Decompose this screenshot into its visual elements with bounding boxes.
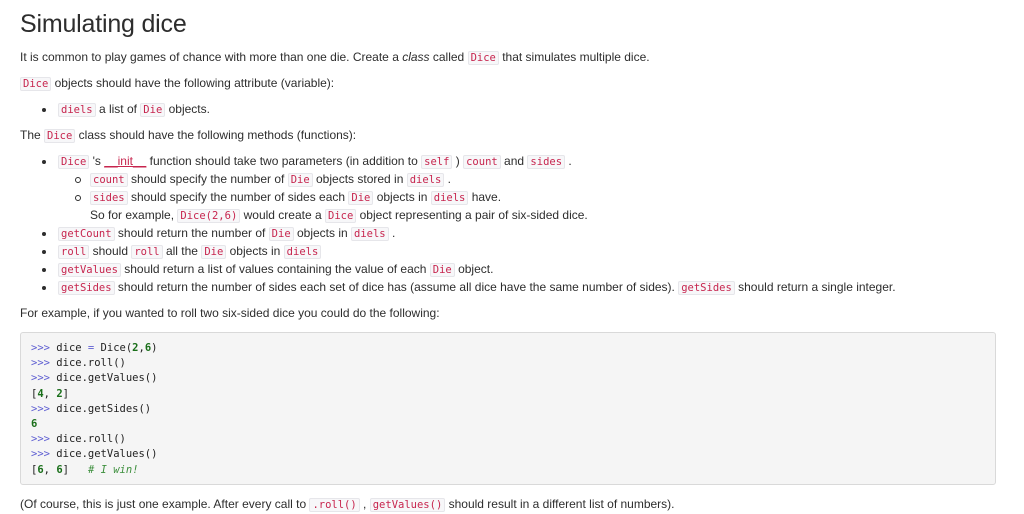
list-text: function should take two parameters (in addition to (146, 154, 422, 168)
inline-code-getvalues-call: getValues() (370, 498, 446, 512)
code-number: 6 (56, 463, 63, 476)
inline-code-self: self (421, 155, 452, 169)
code-text: dice.roll() (56, 357, 126, 370)
page-title: Simulating dice (20, 10, 187, 38)
list-text: objects. (165, 102, 210, 116)
sublist-item-count (74, 171, 1014, 189)
note-text: would create a (240, 208, 325, 222)
attribute-paragraph (20, 75, 1014, 93)
list-text: objects in (373, 190, 431, 204)
list-text: . (565, 154, 572, 168)
code-output: [ (31, 463, 38, 476)
inline-code-dice: Dice (325, 209, 356, 223)
closing-text: , (359, 496, 370, 511)
code-comment: # I win! (87, 463, 139, 476)
code-operator: = (87, 342, 95, 354)
code-text: dice (56, 342, 88, 354)
inline-code-getcount: getCount (58, 227, 115, 241)
closing-text: should result in a different list of numbers). (445, 496, 675, 511)
code-number: 2 (56, 387, 63, 400)
list-item-diels (42, 101, 1014, 119)
list-text: ) (452, 154, 464, 168)
inline-code-diels: diels (407, 173, 445, 187)
code-number: 6 (31, 418, 38, 431)
list-text: should return a single integer. (734, 280, 896, 294)
attribute-text: objects should have the following attribute (variable): (51, 76, 335, 90)
inline-code-die: Die (348, 191, 373, 205)
list-text: all the (162, 244, 202, 258)
list-text: objects in (226, 244, 284, 258)
intro-text: that simulates multiple dice. (498, 50, 650, 64)
list-text: . (444, 172, 452, 186)
code-output: , (43, 463, 57, 476)
list-text: should specify the number of (127, 172, 288, 186)
example-paragraph: For example, if you wanted to roll two six-sided dice you could do the following: (20, 306, 440, 320)
closing-paragraph (20, 496, 1014, 514)
inline-code-dice-2-6: Dice(2,6) (177, 209, 240, 223)
inline-code-count: count (463, 155, 501, 169)
intro-text: It is common to play games of chance with more than one die. Create a (20, 50, 403, 64)
inline-code-roll: roll (58, 245, 89, 259)
code-number: 6 (144, 342, 152, 354)
inline-code-dice: Dice (44, 129, 75, 143)
code-output: [ (31, 387, 38, 400)
inline-code-die: Die (140, 103, 165, 117)
list-item-getsides (42, 279, 1014, 297)
code-text: , (138, 342, 145, 354)
code-text: dice.roll() (56, 433, 126, 446)
list-text: and (500, 154, 528, 168)
inline-code-getvalues: getValues (58, 263, 121, 277)
list-item-init (42, 153, 1014, 225)
code-number: 2 (132, 342, 139, 354)
code-text: dice.getValues() (56, 372, 158, 385)
list-text: should return the number of sides each set of dice has (assume all dice have the same number of sides). (114, 280, 679, 294)
list-item-getcount (42, 225, 1014, 243)
list-item-getvalues (42, 261, 1014, 279)
note-text: So for example, (90, 208, 178, 222)
prompt: >>> (31, 402, 50, 415)
inline-code-sides: sides (90, 191, 128, 205)
inline-code-diels: diels (58, 103, 96, 117)
methods-paragraph (20, 127, 1014, 145)
inline-code-die: Die (288, 173, 313, 187)
code-text: dice.getValues() (56, 448, 158, 461)
init-method-name: __init__ (104, 154, 147, 168)
inline-code-dice: Dice (58, 155, 89, 169)
list-text: should return the number of (114, 226, 269, 240)
code-example-block (20, 332, 996, 485)
inline-code-die: Die (269, 227, 294, 241)
code-text: Dice( (94, 342, 133, 354)
code-text: dice.getSides() (56, 402, 152, 415)
code-output: ] (62, 387, 69, 400)
inline-code-die: Die (201, 245, 226, 259)
init-sublist (74, 171, 1014, 207)
inline-code-roll: roll (131, 245, 162, 259)
intro-emphasis: class (402, 50, 430, 64)
list-text: 's (89, 154, 105, 168)
inline-code-diels: diels (351, 227, 389, 241)
list-text: should specify the number of sides each (127, 190, 349, 204)
intro-text: called (429, 50, 468, 64)
inline-code-getsides: getSides (678, 281, 735, 295)
sublist-item-sides (74, 189, 1014, 207)
list-text: have. (468, 190, 502, 204)
list-text: should return a list of values containing the value of each (120, 262, 430, 276)
note-text: object representing a pair of six-sided dice. (356, 208, 588, 222)
inline-code-sides: sides (527, 155, 565, 169)
prompt: >>> (31, 448, 50, 461)
list-text: a list of (95, 102, 141, 116)
prompt: >>> (31, 357, 50, 370)
code-output: , (43, 387, 57, 400)
methods-list (42, 153, 1014, 297)
intro-paragraph (20, 49, 1014, 67)
attribute-list (42, 101, 1014, 119)
inline-code-dice: Dice (468, 51, 499, 65)
methods-text: The (20, 128, 45, 142)
code-output: ] (62, 463, 69, 476)
prompt: >>> (31, 342, 50, 354)
prompt: >>> (31, 372, 50, 385)
prompt: >>> (31, 433, 50, 446)
inline-code-getsides: getSides (58, 281, 115, 295)
inline-code-count: count (90, 173, 128, 187)
closing-text: (Of course, this is just one example. After every call to (20, 496, 310, 511)
for-example-note (90, 207, 1014, 225)
list-text: . (388, 226, 396, 240)
list-text: objects in (293, 226, 352, 240)
list-text: objects stored in (312, 172, 407, 186)
inline-code-roll-call: .roll() (309, 498, 359, 512)
list-text: object. (454, 262, 494, 276)
inline-code-dice: Dice (20, 77, 51, 91)
code-text: ) (151, 342, 158, 354)
inline-code-diels: diels (284, 245, 322, 259)
code-number: 4 (37, 387, 44, 400)
list-text: should (89, 244, 132, 258)
methods-text: class should have the following methods (functions): (75, 128, 357, 142)
code-number: 6 (37, 463, 44, 476)
inline-code-die: Die (430, 263, 455, 277)
inline-code-diels: diels (431, 191, 469, 205)
list-item-roll (42, 243, 1014, 261)
